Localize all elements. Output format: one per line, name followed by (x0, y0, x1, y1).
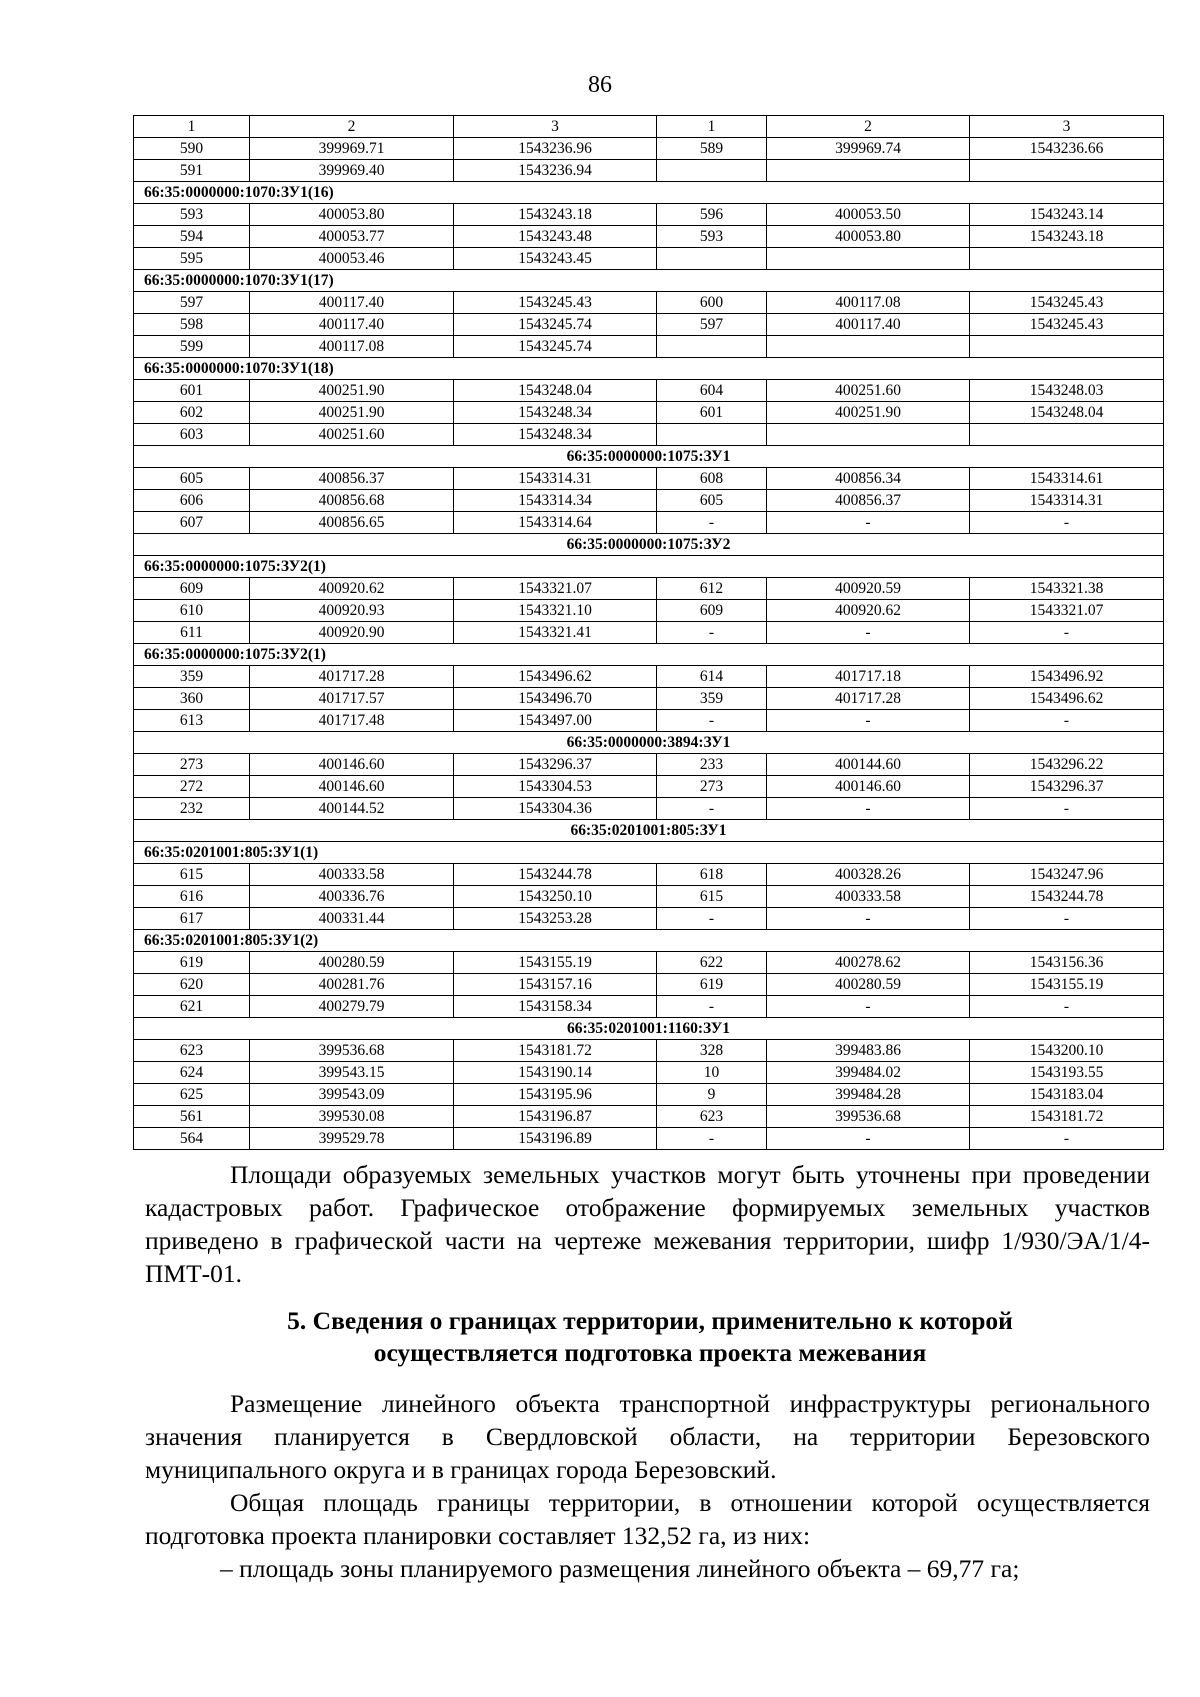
header-cell: 3 (970, 116, 1164, 138)
placement-paragraph: Размещение линейного объекта транспортной инфраструктуры регионального значения планируется в Свердловской области, на территории Березовского муниципального округа и в границах города Березовский. (145, 1389, 1150, 1484)
table-section-row (134, 358, 1164, 380)
table-cell: 1543236.66 (970, 138, 1164, 160)
table-cell: 1543248.34 (454, 424, 657, 446)
table-cell: 1543236.96 (454, 138, 657, 160)
table-row (134, 952, 1164, 974)
table-cell: 400251.90 (767, 402, 970, 424)
section-label: 66:35:0201001:805:ЗУ1(2) (134, 930, 1164, 952)
table-cell (657, 160, 767, 182)
table-cell: 400920.62 (250, 578, 454, 600)
table-section-row (134, 270, 1164, 292)
table-cell: - (767, 622, 970, 644)
table-row (134, 974, 1164, 996)
table-cell: 399543.15 (250, 1062, 454, 1084)
table-row (134, 160, 1164, 182)
table-cell: 617 (134, 908, 250, 930)
section-label: 66:35:0000000:1075:ЗУ2(1) (134, 644, 1164, 666)
table-cell: 1543245.43 (970, 292, 1164, 314)
table-cell: 359 (657, 688, 767, 710)
table-row (134, 1084, 1164, 1106)
table-cell: 615 (134, 864, 250, 886)
section-label: 66:35:0201001:805:ЗУ1(1) (134, 842, 1164, 864)
table-cell: 614 (657, 666, 767, 688)
table-row (134, 1062, 1164, 1084)
table-cell: 400251.90 (250, 402, 454, 424)
table-cell: - (767, 996, 970, 1018)
section-heading-line-1: 5. Сведения о границах территории, применительно к которой (287, 1306, 1013, 1335)
section-label: 66:35:0201001:805:ЗУ1 (134, 820, 1164, 842)
placement-paragraph-block (145, 1387, 1150, 1585)
table-section-row (134, 930, 1164, 952)
table-cell: 1543247.96 (970, 864, 1164, 886)
table-row (134, 798, 1164, 820)
table-row (134, 1106, 1164, 1128)
table-cell: 1543304.36 (454, 798, 657, 820)
header-cell: 1 (134, 116, 250, 138)
table-cell: 272 (134, 776, 250, 798)
table-cell: 1543158.34 (454, 996, 657, 1018)
table-row (134, 314, 1164, 336)
table-cell: 399529.78 (250, 1128, 454, 1150)
table-section-row (134, 446, 1164, 468)
table-cell: 1543196.89 (454, 1128, 657, 1150)
table-section-row (134, 182, 1164, 204)
table-cell: 400333.58 (250, 864, 454, 886)
areas-paragraph-block (145, 1158, 1150, 1290)
table-cell: 561 (134, 1106, 250, 1128)
table-cell (970, 160, 1164, 182)
table-cell: - (657, 996, 767, 1018)
table-cell: 400856.65 (250, 512, 454, 534)
table-cell: 603 (134, 424, 250, 446)
table-cell: 623 (657, 1106, 767, 1128)
table-row (134, 776, 1164, 798)
coordinates-table-body (134, 116, 1164, 1150)
table-cell: - (970, 908, 1164, 930)
table-cell: - (767, 1128, 970, 1150)
table-row (134, 600, 1164, 622)
table-cell: 400144.52 (250, 798, 454, 820)
table-cell: - (970, 1128, 1164, 1150)
table-cell: - (767, 512, 970, 534)
table-cell: 1543183.04 (970, 1084, 1164, 1106)
table-cell: 273 (657, 776, 767, 798)
table-cell: 400251.60 (767, 380, 970, 402)
table-cell: 609 (134, 578, 250, 600)
table-cell: 620 (134, 974, 250, 996)
table-cell: 232 (134, 798, 250, 820)
section-label: 66:35:0000000:1070:ЗУ1(17) (134, 270, 1164, 292)
table-cell: 1543248.04 (454, 380, 657, 402)
table-cell: 600 (657, 292, 767, 314)
table-cell: - (970, 710, 1164, 732)
table-cell: 1543244.78 (970, 886, 1164, 908)
table-section-row (134, 820, 1164, 842)
table-row (134, 402, 1164, 424)
table-cell: 593 (657, 226, 767, 248)
table-cell: 1543314.64 (454, 512, 657, 534)
section-label: 66:35:0000000:1075:ЗУ2(1) (134, 556, 1164, 578)
table-row (134, 754, 1164, 776)
table-cell: 400251.60 (250, 424, 454, 446)
table-section-row (134, 1018, 1164, 1040)
table-cell: 400053.50 (767, 204, 970, 226)
table-cell (970, 248, 1164, 270)
table-cell: 400331.44 (250, 908, 454, 930)
table-cell: 1543314.34 (454, 490, 657, 512)
table-cell: 611 (134, 622, 250, 644)
table-cell: 400278.62 (767, 952, 970, 974)
table-cell: 400146.60 (767, 776, 970, 798)
table-cell: 597 (134, 292, 250, 314)
table-cell: 273 (134, 754, 250, 776)
table-cell: 1543314.61 (970, 468, 1164, 490)
table-cell: 1543248.04 (970, 402, 1164, 424)
table-cell: 399536.68 (250, 1040, 454, 1062)
table-cell: - (657, 798, 767, 820)
table-cell: 400146.60 (250, 776, 454, 798)
table-cell: - (970, 996, 1164, 1018)
table-cell: - (767, 710, 970, 732)
table-cell: 400856.37 (767, 490, 970, 512)
table-cell: - (970, 622, 1164, 644)
table-cell: 400856.68 (250, 490, 454, 512)
table-cell: 589 (657, 138, 767, 160)
page-number: 86 (588, 72, 612, 98)
table-section-row (134, 556, 1164, 578)
section-heading (130, 1305, 1170, 1369)
table-section-row (134, 732, 1164, 754)
table-cell: 1543245.74 (454, 314, 657, 336)
zone-area-bullet: – площадь зоны планируемого размещения линейного объекта – 69,77 га; (220, 1554, 1020, 1583)
table-section-row (134, 842, 1164, 864)
table-cell: 1543496.62 (454, 666, 657, 688)
table-cell: - (767, 908, 970, 930)
table-cell: 607 (134, 512, 250, 534)
table-cell: 400281.76 (250, 974, 454, 996)
table-cell: 1543253.28 (454, 908, 657, 930)
table-row (134, 490, 1164, 512)
section-label: 66:35:0000000:1070:ЗУ1(18) (134, 358, 1164, 380)
table-cell: 399530.08 (250, 1106, 454, 1128)
table-cell: 601 (134, 380, 250, 402)
table-cell: 1543243.14 (970, 204, 1164, 226)
table-cell: 604 (657, 380, 767, 402)
table-cell (970, 424, 1164, 446)
section-heading-line-2: осуществляется подготовка проекта межевания (373, 1338, 927, 1367)
table-cell: 328 (657, 1040, 767, 1062)
table-cell (767, 248, 970, 270)
table-cell (970, 336, 1164, 358)
table-row (134, 138, 1164, 160)
table-cell: 1543244.78 (454, 864, 657, 886)
table-cell: 400333.58 (767, 886, 970, 908)
table-cell: 594 (134, 226, 250, 248)
table-cell: 1543248.03 (970, 380, 1164, 402)
table-cell: 399483.86 (767, 1040, 970, 1062)
table-cell: 608 (657, 468, 767, 490)
table-row (134, 864, 1164, 886)
table-cell: 400053.46 (250, 248, 454, 270)
table-cell: 400920.93 (250, 600, 454, 622)
table-cell: 360 (134, 688, 250, 710)
table-cell: 1543181.72 (454, 1040, 657, 1062)
table-cell: - (657, 1128, 767, 1150)
table-cell: 1543497.00 (454, 710, 657, 732)
table-cell: 399969.71 (250, 138, 454, 160)
table-row (134, 248, 1164, 270)
table-cell: 400053.80 (767, 226, 970, 248)
table-cell: 1543321.10 (454, 600, 657, 622)
table-cell: 1543296.37 (970, 776, 1164, 798)
table-cell: 399536.68 (767, 1106, 970, 1128)
table-cell: - (970, 512, 1164, 534)
table-cell: 401717.28 (767, 688, 970, 710)
table-cell: - (767, 798, 970, 820)
table-row (134, 666, 1164, 688)
table-cell: 1543496.70 (454, 688, 657, 710)
table-section-row (134, 644, 1164, 666)
table-cell: 400117.40 (250, 292, 454, 314)
table-cell: - (657, 512, 767, 534)
table-cell (767, 336, 970, 358)
table-cell: - (657, 908, 767, 930)
table-row (134, 380, 1164, 402)
table-row (134, 204, 1164, 226)
table-cell: 618 (657, 864, 767, 886)
table-cell: 606 (134, 490, 250, 512)
table-cell: 609 (657, 600, 767, 622)
table-row (134, 468, 1164, 490)
table-cell: 619 (657, 974, 767, 996)
table-cell: 1543156.36 (970, 952, 1164, 974)
section-label: 66:35:0000000:1070:ЗУ1(16) (134, 182, 1164, 204)
table-cell: 1543296.22 (970, 754, 1164, 776)
table-cell (657, 248, 767, 270)
table-cell: 400280.59 (250, 952, 454, 974)
table-cell: 1543245.43 (970, 314, 1164, 336)
table-cell: 1543314.31 (454, 468, 657, 490)
table-row (134, 622, 1164, 644)
total-area-paragraph: Общая площадь границы территории, в отношении которой осуществляется подготовка проекта планировки составляет 132,52 га, из них: (145, 1488, 1150, 1550)
table-cell (657, 424, 767, 446)
table-row (134, 1128, 1164, 1150)
table-cell: 1543196.87 (454, 1106, 657, 1128)
table-cell: 1543321.07 (970, 600, 1164, 622)
table-cell: 599 (134, 336, 250, 358)
header-cell: 3 (454, 116, 657, 138)
header-cell: 1 (657, 116, 767, 138)
table-row (134, 336, 1164, 358)
table-cell: 610 (134, 600, 250, 622)
table-cell: 625 (134, 1084, 250, 1106)
table-cell: 590 (134, 138, 250, 160)
table-row (134, 1040, 1164, 1062)
table-cell: 401717.28 (250, 666, 454, 688)
table-row (134, 424, 1164, 446)
table-cell: 400856.34 (767, 468, 970, 490)
table-cell: 564 (134, 1128, 250, 1150)
table-cell: 400280.59 (767, 974, 970, 996)
table-cell: 612 (657, 578, 767, 600)
table-cell (657, 336, 767, 358)
table-cell: 401717.57 (250, 688, 454, 710)
table-cell: 1543496.62 (970, 688, 1164, 710)
table-cell: 1543243.48 (454, 226, 657, 248)
coordinates-table (133, 115, 1164, 1150)
table-cell: 400920.59 (767, 578, 970, 600)
table-cell: 400856.37 (250, 468, 454, 490)
table-row (134, 512, 1164, 534)
header-cell: 2 (767, 116, 970, 138)
table-row (134, 578, 1164, 600)
table-cell: 400328.26 (767, 864, 970, 886)
table-cell: 1543193.55 (970, 1062, 1164, 1084)
table-cell: 1543243.18 (454, 204, 657, 226)
table-cell: 233 (657, 754, 767, 776)
table-cell: 1543243.18 (970, 226, 1164, 248)
table-cell: 400117.08 (767, 292, 970, 314)
table-row (134, 908, 1164, 930)
table-cell: 598 (134, 314, 250, 336)
table-cell: 1543304.53 (454, 776, 657, 798)
table-cell: 601 (657, 402, 767, 424)
table-cell: 399484.02 (767, 1062, 970, 1084)
table-cell: 400279.79 (250, 996, 454, 1018)
table-row (134, 688, 1164, 710)
table-cell: 1543155.19 (454, 952, 657, 974)
table-cell: 9 (657, 1084, 767, 1106)
table-cell: 597 (657, 314, 767, 336)
table-cell: 400053.80 (250, 204, 454, 226)
table-cell: 400251.90 (250, 380, 454, 402)
table-cell: 605 (657, 490, 767, 512)
table-cell: 1543321.38 (970, 578, 1164, 600)
table-cell: 622 (657, 952, 767, 974)
table-cell (767, 160, 970, 182)
section-label: 66:35:0201001:1160:ЗУ1 (134, 1018, 1164, 1040)
table-cell: 401717.48 (250, 710, 454, 732)
table-cell: 1543245.43 (454, 292, 657, 314)
table-cell: 593 (134, 204, 250, 226)
table-cell: 621 (134, 996, 250, 1018)
table-cell: 1543248.34 (454, 402, 657, 424)
table-cell: 1543321.41 (454, 622, 657, 644)
section-label: 66:35:0000000:3894:ЗУ1 (134, 732, 1164, 754)
table-cell: 400144.60 (767, 754, 970, 776)
table-cell: 624 (134, 1062, 250, 1084)
table-cell: 613 (134, 710, 250, 732)
table-section-row (134, 534, 1164, 556)
table-cell: - (657, 710, 767, 732)
table-cell: 595 (134, 248, 250, 270)
table-cell: 1543296.37 (454, 754, 657, 776)
table-cell: 400053.77 (250, 226, 454, 248)
section-label: 66:35:0000000:1075:ЗУ2 (134, 534, 1164, 556)
table-cell: 1543321.07 (454, 578, 657, 600)
table-cell (767, 424, 970, 446)
table-cell: 602 (134, 402, 250, 424)
table-cell: - (970, 798, 1164, 820)
table-cell: 1543195.96 (454, 1084, 657, 1106)
table-cell: 400117.40 (767, 314, 970, 336)
table-cell: 615 (657, 886, 767, 908)
table-cell: 399969.40 (250, 160, 454, 182)
table-cell: 400920.62 (767, 600, 970, 622)
table-row (134, 886, 1164, 908)
table-cell: 401717.18 (767, 666, 970, 688)
table-row (134, 226, 1164, 248)
table-cell: 1543243.45 (454, 248, 657, 270)
table-cell: - (657, 622, 767, 644)
table-cell: 1543245.74 (454, 336, 657, 358)
table-cell: 400920.90 (250, 622, 454, 644)
table-cell: 1543181.72 (970, 1106, 1164, 1128)
table-cell: 1543314.31 (970, 490, 1164, 512)
table-cell: 400146.60 (250, 754, 454, 776)
table-cell: 596 (657, 204, 767, 226)
section-label: 66:35:0000000:1075:ЗУ1 (134, 446, 1164, 468)
areas-paragraph: Площади образуемых земельных участков могут быть уточнены при проведении кадастровых работ. Графическое отображение формируемых земельных участков приведено в графической части на чертеже межевания территории, шифр 1/930/ЭА/1/4-ПМТ-01. (145, 1160, 1150, 1288)
table-cell: 605 (134, 468, 250, 490)
table-cell: 623 (134, 1040, 250, 1062)
table-header-row (134, 116, 1164, 138)
table-row (134, 996, 1164, 1018)
table-cell: 1543157.16 (454, 974, 657, 996)
table-cell: 400117.08 (250, 336, 454, 358)
table-cell: 1543236.94 (454, 160, 657, 182)
table-cell: 400117.40 (250, 314, 454, 336)
table-cell: 359 (134, 666, 250, 688)
table-row (134, 292, 1164, 314)
table-cell: 616 (134, 886, 250, 908)
table-cell: 399484.28 (767, 1084, 970, 1106)
table-cell: 591 (134, 160, 250, 182)
table-cell: 399969.74 (767, 138, 970, 160)
table-cell: 1543250.10 (454, 886, 657, 908)
table-cell: 1543496.92 (970, 666, 1164, 688)
table-cell: 1543155.19 (970, 974, 1164, 996)
table-cell: 619 (134, 952, 250, 974)
table-row (134, 710, 1164, 732)
table-cell: 1543200.10 (970, 1040, 1164, 1062)
table-cell: 1543190.14 (454, 1062, 657, 1084)
table-cell: 399543.09 (250, 1084, 454, 1106)
header-cell: 2 (250, 116, 454, 138)
table-cell: 10 (657, 1062, 767, 1084)
table-cell: 400336.76 (250, 886, 454, 908)
